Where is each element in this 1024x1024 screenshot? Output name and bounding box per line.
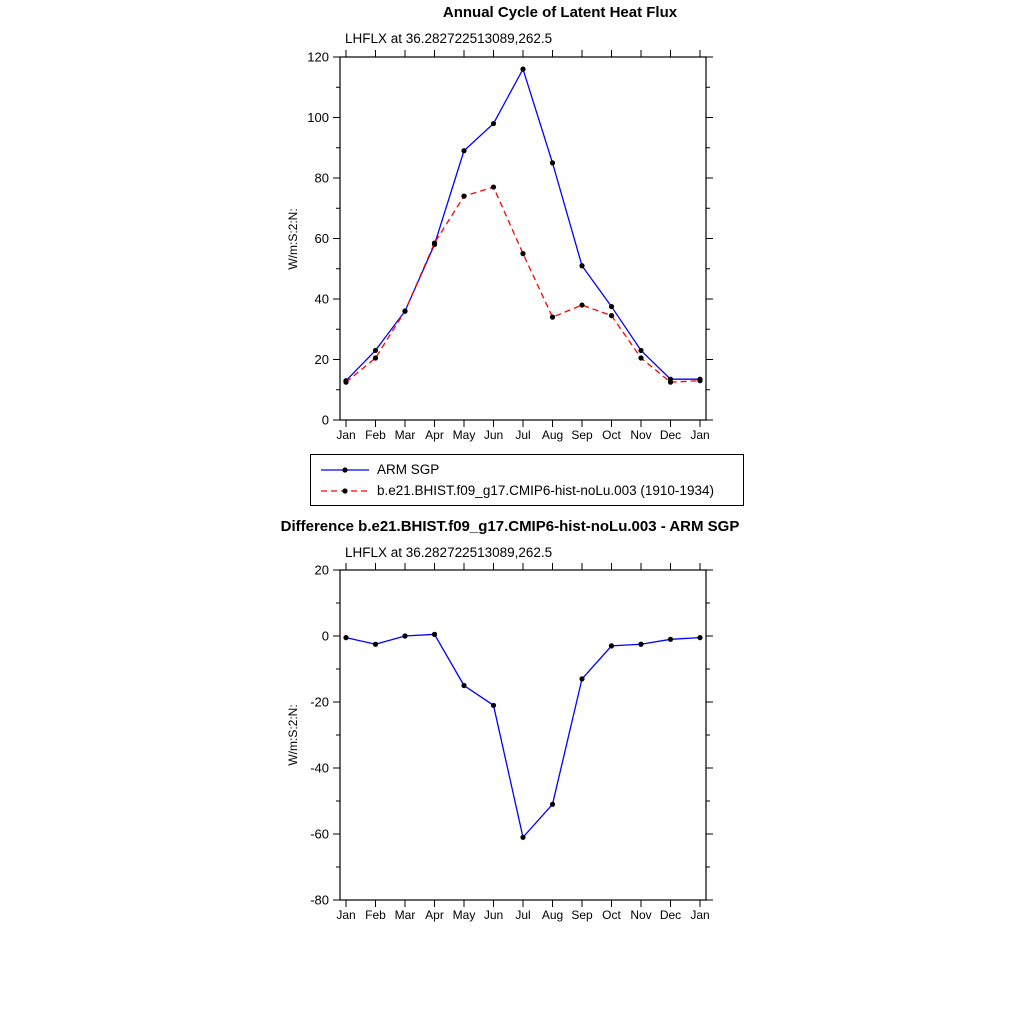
- svg-text:May: May: [452, 908, 476, 922]
- svg-text:Dec: Dec: [659, 428, 682, 442]
- svg-text:Jul: Jul: [515, 908, 531, 922]
- svg-text:Nov: Nov: [630, 428, 652, 442]
- legend-line-sample-dashed: [319, 484, 371, 498]
- difference-plot: [280, 540, 750, 932]
- legend: [310, 454, 744, 506]
- svg-text:Jan: Jan: [336, 908, 356, 922]
- svg-text:Jun: Jun: [483, 428, 504, 442]
- svg-text:Dec: Dec: [659, 908, 682, 922]
- svg-text:Sep: Sep: [571, 428, 593, 442]
- svg-text:Mar: Mar: [394, 908, 416, 922]
- svg-text:Nov: Nov: [630, 908, 652, 922]
- svg-text:Oct: Oct: [602, 428, 621, 442]
- svg-text:Mar: Mar: [394, 428, 416, 442]
- svg-text:Aug: Aug: [541, 428, 564, 442]
- difference-chart-y-axis-label: W/m:S:2:N:: [286, 704, 300, 766]
- legend-line-sample-solid: [319, 463, 371, 477]
- annual-cycle-plot: [280, 30, 750, 450]
- difference-chart-subtitle: LHFLX at 36.282722513089,262.5: [345, 545, 553, 560]
- svg-text:20: 20: [314, 352, 329, 367]
- svg-text:Apr: Apr: [425, 428, 444, 442]
- svg-text:120: 120: [307, 49, 329, 65]
- svg-text:Oct: Oct: [602, 908, 621, 922]
- legend-label-model: b.e21.BHIST.f09_g17.CMIP6-hist-noLu.003 (1910-1934): [377, 483, 714, 498]
- svg-text:Jan: Jan: [690, 908, 710, 922]
- svg-text:Jul: Jul: [515, 428, 531, 442]
- svg-text:Feb: Feb: [365, 908, 386, 922]
- svg-text:0: 0: [321, 628, 329, 644]
- svg-text:60: 60: [314, 231, 329, 246]
- svg-text:-40: -40: [310, 760, 329, 776]
- svg-text:Jan: Jan: [336, 428, 356, 442]
- top-chart-subtitle: LHFLX at 36.282722513089,262.5: [345, 31, 553, 46]
- svg-text:Jun: Jun: [483, 908, 504, 922]
- svg-text:Jan: Jan: [690, 428, 710, 442]
- svg-text:100: 100: [307, 110, 329, 125]
- legend-row-arm-sgp: [319, 459, 735, 480]
- svg-text:Feb: Feb: [365, 428, 386, 442]
- svg-text:40: 40: [314, 291, 329, 307]
- legend-label-arm-sgp: ARM SGP: [377, 462, 440, 477]
- svg-text:Sep: Sep: [571, 908, 593, 922]
- svg-text:Apr: Apr: [425, 908, 444, 922]
- svg-text:-20: -20: [310, 694, 329, 710]
- svg-text:May: May: [452, 428, 476, 442]
- difference-chart-title: Difference b.e21.BHIST.f09_g17.CMIP6-hist-noLu.003 - ARM SGP: [280, 518, 740, 535]
- svg-text:80: 80: [314, 170, 329, 186]
- top-chart-title: Annual Cycle of Latent Heat Flux: [442, 4, 678, 21]
- svg-text:20: 20: [314, 562, 329, 578]
- svg-text:-60: -60: [310, 826, 329, 842]
- legend-row-model: [319, 480, 735, 501]
- svg-text:-80: -80: [310, 892, 329, 908]
- svg-text:Aug: Aug: [541, 908, 564, 922]
- top-chart-y-axis-label: W/m:S:2:N:: [286, 208, 300, 270]
- svg-text:0: 0: [321, 412, 329, 428]
